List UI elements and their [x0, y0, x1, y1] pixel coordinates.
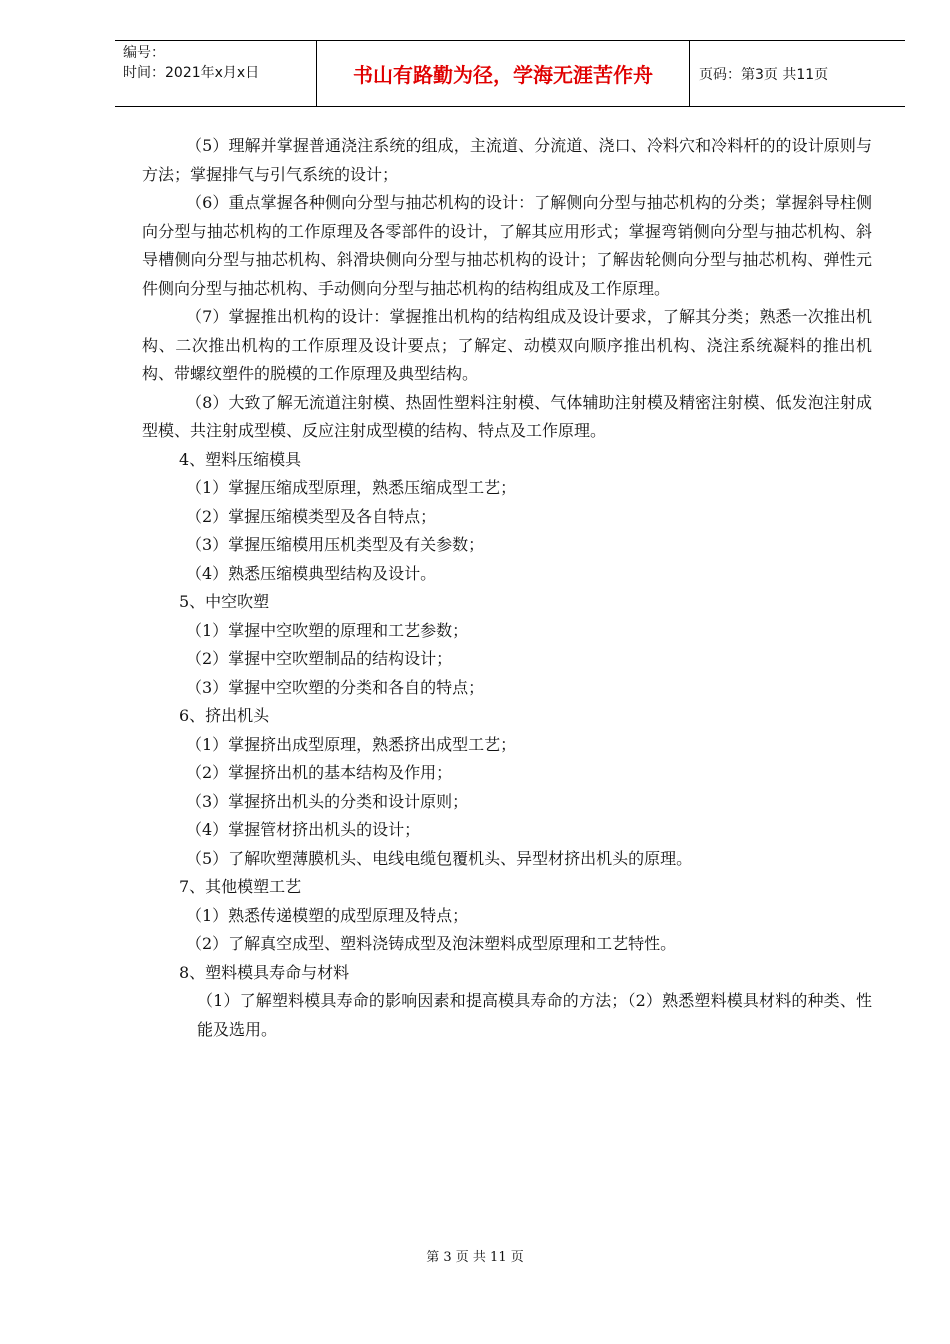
list-item: （4）掌握管材挤出机头的设计；	[186, 820, 421, 839]
list-item: （2）掌握中空吹塑制品的结构设计；	[186, 649, 453, 668]
paragraph-8: （8）大致了解无流道注射模、热固性塑料注射模、气体辅助注射模及精密注射模、低发泡注射成型模、共注射成型模、反应注射成型模的结构、特点及工作原理。	[142, 392, 872, 440]
time-label: 时间：2021年x月x日	[123, 65, 260, 81]
header-divider	[689, 41, 690, 106]
list-item: （2）掌握压缩模类型及各自特点；	[186, 506, 437, 526]
list-item: （4）熟悉压缩模典型结构及设计。	[186, 563, 437, 583]
section-title-extrusion-head: 6、挤出机头	[179, 706, 270, 725]
list-item: （3）掌握挤出机头的分类和设计原则；	[186, 791, 469, 811]
list-item: （1）熟悉传递模塑的成型原理及特点；	[186, 905, 469, 925]
list-item: （1）掌握中空吹塑的原理和工艺参数；	[186, 620, 469, 640]
list-item: （1）掌握压缩成型原理，熟悉压缩成型工艺；	[186, 478, 517, 497]
paragraph-7: （7）掌握推出机构的设计：掌握推出机构的结构组成及设计要求，了解其分类；熟悉一次推出机构、二次推出机构的工作原理及设计要点；了解定、动模双向顺序推出机构、浇注系统凝料的推出机构、带螺纹塑件的脱模的工作原理及典型结构。	[142, 307, 872, 383]
section-title-mold-life: 8、塑料模具寿命与材料	[179, 962, 350, 982]
header-meta-cell	[115, 41, 323, 106]
paragraph-5: （5）理解并掌握普通浇注系统的组成，主流道、分流道、浇口、冷料穴和冷料杆的的设计原则与方法；掌握排气与引气系统的设计；	[142, 136, 872, 184]
list-item: （1）了解塑料模具寿命的影响因素和提高模具寿命的方法；（2）熟悉塑料模具材料的种类、性能及选用。	[197, 991, 872, 1039]
section-title-other-molding: 7、其他模塑工艺	[179, 877, 302, 896]
list-item: （1）掌握挤出成型原理，熟悉挤出成型工艺；	[186, 734, 517, 754]
list-item: （3）掌握中空吹塑的分类和各自的特点；	[186, 677, 485, 697]
list-item: （2）掌握挤出机的基本结构及作用；	[186, 763, 453, 782]
header-page-info: 页码：第3页 共11页	[699, 66, 829, 83]
list-item: （3）掌握压缩模用压机类型及有关参数；	[186, 535, 485, 554]
number-label: 编号：	[123, 45, 165, 61]
list-item: （2）了解真空成型、塑料浇铸成型及泡沫塑料成型原理和工艺特性。	[186, 934, 677, 953]
header-table	[115, 40, 905, 107]
document-body	[142, 132, 872, 1044]
section-title-compression: 4、塑料压缩模具	[179, 449, 302, 469]
header-motto: 书山有路勤为径，学海无涯苦作舟	[353, 63, 653, 87]
page-footer: 第 3 页 共 11 页	[426, 1250, 524, 1265]
section-title-blow-molding: 5、中空吹塑	[179, 592, 270, 611]
paragraph-6: （6）重点掌握各种侧向分型与抽芯机构的设计：了解侧向分型与抽芯机构的分类；掌握斜导柱侧向分型与抽芯机构的工作原理及各零部件的设计，了解其应用形式；掌握弯销侧向分型与抽芯机构、斜导槽侧向分型与抽芯机构、斜滑块侧向分型与抽芯机构的设计；了解齿轮侧向分型与抽芯机构、弹性元件侧向分型与抽芯机构、手动侧向分型与抽芯机构的结构组成及工作原理。	[142, 193, 872, 298]
list-item: （5）了解吹塑薄膜机头、电线电缆包覆机头、异型材挤出机头的原理。	[186, 848, 693, 868]
